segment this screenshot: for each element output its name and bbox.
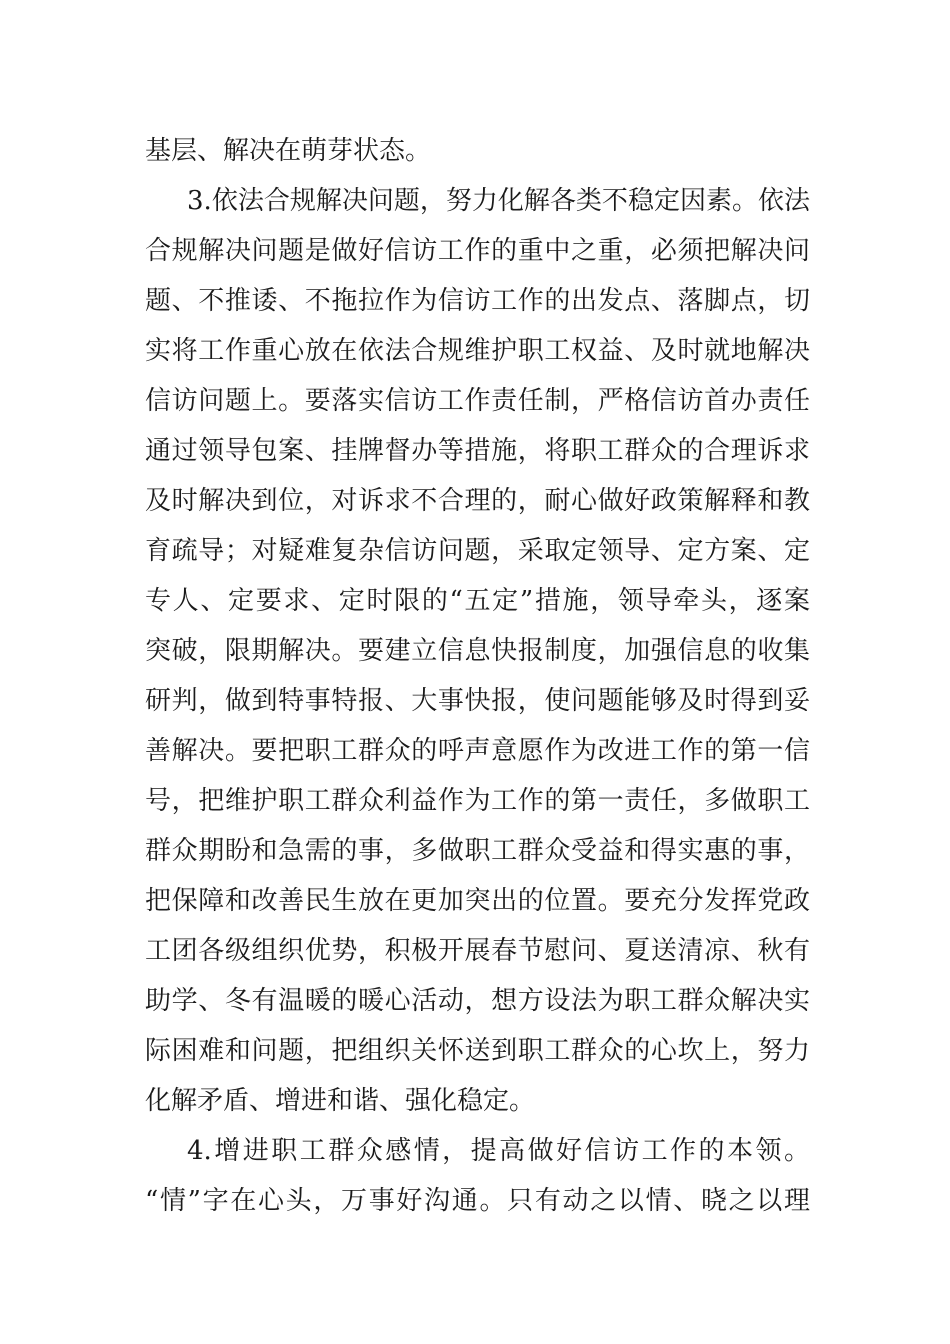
- text-line: 通过领导包案、挂牌督办等措施，将职工群众的合理诉求: [145, 436, 810, 466]
- text-line: 信访问题上。要落实信访工作责任制，严格信访首办责任: [145, 386, 810, 416]
- text-line: 4.增进职工群众感情，提高做好信访工作的本领。: [187, 1136, 810, 1166]
- text-line: 工团各级组织优势，积极开展春节慰问、夏送清凉、秋有: [145, 936, 810, 966]
- text-line: 助学、冬有温暖的暖心活动，想方设法为职工群众解决实: [145, 986, 810, 1016]
- text-line: 合规解决问题是做好信访工作的重中之重，必须把解决问: [145, 236, 810, 266]
- text-line: 专人、定要求、定时限的“五定”措施，领导牵头，逐案: [145, 586, 810, 616]
- text-line: 突破，限期解决。要建立信息快报制度，加强信息的收集: [145, 636, 810, 666]
- text-line: 研判，做到特事特报、大事快报，使问题能够及时得到妥: [145, 686, 810, 716]
- text-line: 善解决。要把职工群众的呼声意愿作为改进工作的第一信: [145, 736, 810, 766]
- text-line: 际困难和问题，把组织关怀送到职工群众的心坎上，努力: [145, 1036, 810, 1066]
- text-line: “情”字在心头，万事好沟通。只有动之以情、晓之以理: [145, 1186, 810, 1216]
- text-line: 基层、解决在萌芽状态。: [145, 136, 432, 166]
- text-line: 育疏导；对疑难复杂信访问题，采取定领导、定方案、定: [145, 536, 810, 566]
- text-line: 把保障和改善民生放在更加突出的位置。要充分发挥党政: [145, 886, 810, 916]
- text-line: 3.依法合规解决问题，努力化解各类不稳定因素。依法: [187, 186, 810, 216]
- text-line: 群众期盼和急需的事，多做职工群众受益和得实惠的事，: [145, 836, 810, 866]
- text-line: 及时解决到位，对诉求不合理的，耐心做好政策解释和教: [145, 486, 810, 516]
- text-line: 题、不推诿、不拖拉作为信访工作的出发点、落脚点，切: [145, 286, 810, 316]
- body-text: [145, 126, 810, 1226]
- text-line: 实将工作重心放在依法合规维护职工权益、及时就地解决: [145, 336, 810, 366]
- text-line: 号，把维护职工群众利益作为工作的第一责任，多做职工: [145, 786, 810, 816]
- text-line: 化解矛盾、增进和谐、强化稳定。: [145, 1086, 536, 1116]
